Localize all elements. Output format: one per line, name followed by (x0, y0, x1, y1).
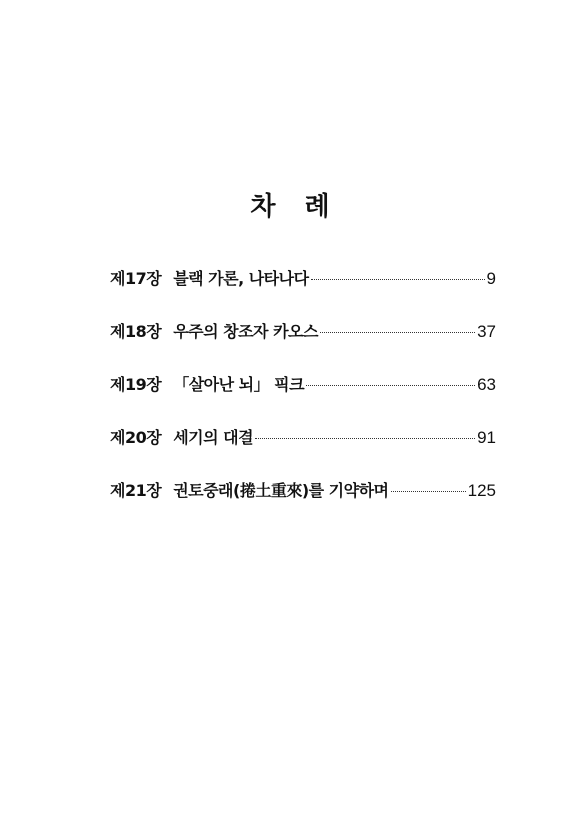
toc-entry (110, 266, 496, 319)
chapter-number: 제18장 (110, 322, 162, 341)
page-title: 차 례 (250, 192, 340, 222)
toc-entry (110, 425, 496, 478)
page-number: 63 (477, 375, 496, 394)
page-number: 9 (486, 269, 496, 288)
leader-dots (320, 331, 475, 333)
chapter-number: 제20장 (110, 428, 162, 447)
table-of-contents (110, 266, 496, 531)
leader-dots (306, 384, 475, 386)
chapter-number: 제21장 (110, 481, 162, 500)
leader-dots (255, 437, 475, 439)
toc-entry (110, 478, 496, 531)
chapter-title: 우주의 창조자 카오스 (173, 322, 318, 341)
chapter-title: 세기의 대결 (173, 428, 254, 447)
chapter-title: 블랙 가론, 나타나다 (173, 269, 309, 288)
leader-dots (311, 278, 485, 280)
chapter-title: 「살아난 뇌」 픽크 (173, 375, 305, 394)
leader-dots (391, 490, 466, 492)
page-number: 125 (467, 481, 496, 500)
chapter-title: 권토중래(捲土重來)를 기약하며 (173, 481, 389, 500)
chapter-number: 제19장 (110, 375, 162, 394)
chapter-number: 제17장 (110, 269, 162, 288)
toc-entry (110, 319, 496, 372)
page-number: 91 (477, 428, 496, 447)
page-number: 37 (477, 322, 496, 341)
toc-entry (110, 372, 496, 425)
